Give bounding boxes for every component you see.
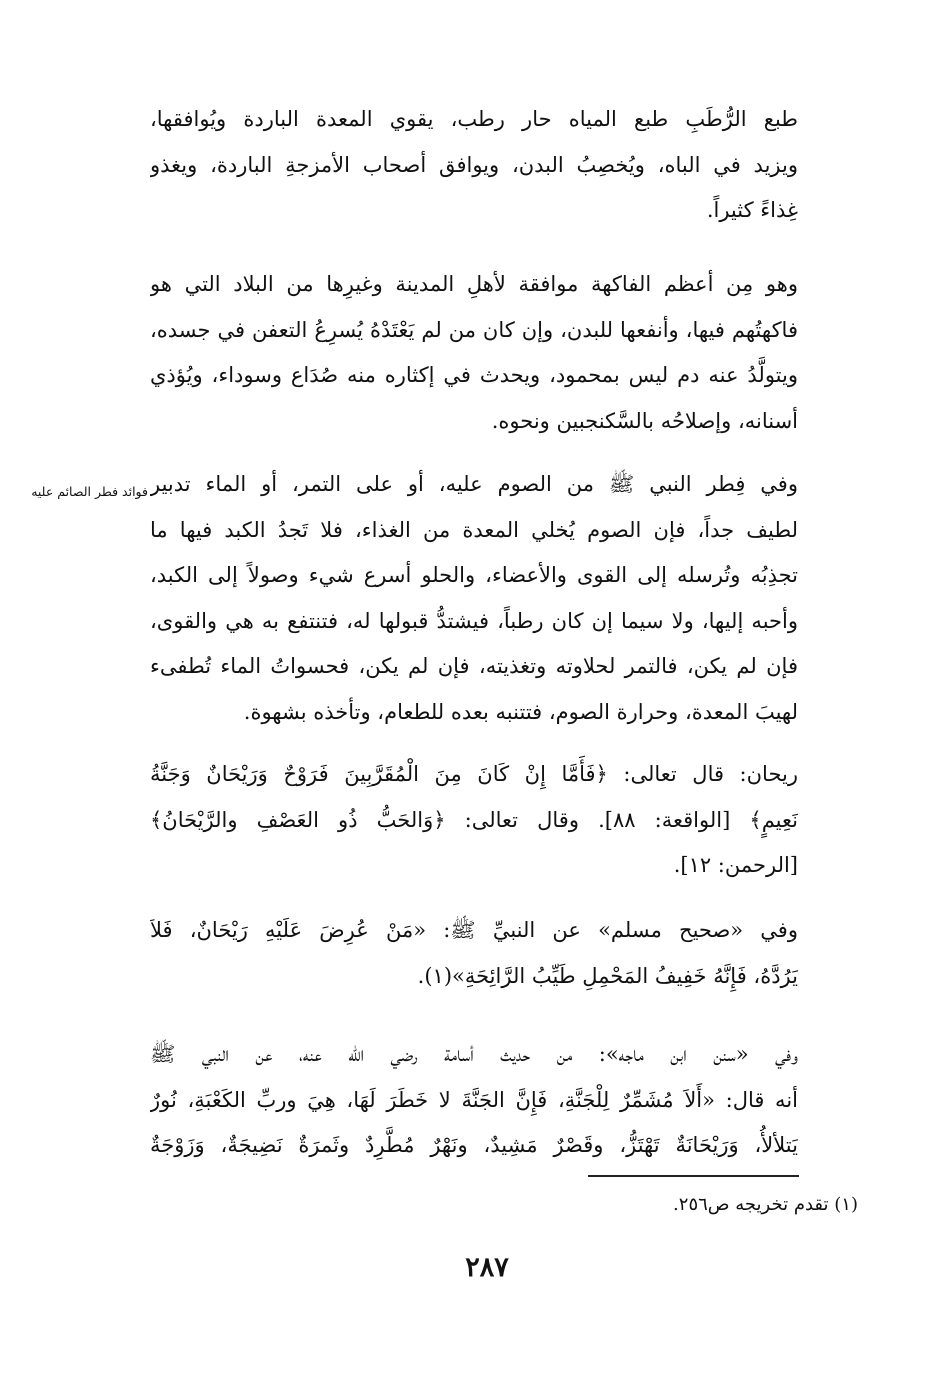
text-line: ويزيد في الباه، ويُخصِبُ البدن، ويوافق أصحاب الأمزجةِ الباردة، ويغذو <box>150 152 798 177</box>
footnote-divider <box>588 1175 799 1177</box>
text-line: فاكهتُهم فيها، وأنفعها للبدن، وإن كان من لم يَعْتَدْهُ يُسرِعُ التعفن في جسده، <box>150 317 798 342</box>
paragraph-sahih-muslim <box>150 908 798 999</box>
paragraph-rutab-nature <box>150 97 798 234</box>
text-line: وأحبه إليها، ولا سيما إن كان رطباً، فيشتدُّ قبولها له، فتنتفع به هي والقوى، <box>150 608 798 633</box>
text-line: وفي «صحيح مسلم» عن النبيِّ ﷺ: «مَنْ عُرِضَ عَلَيْهِ رَيْحَانٌ، فَلاَ <box>150 918 798 942</box>
page-number: ٢٨٧ <box>465 1252 509 1283</box>
margin-note: فوائد فطر الصائم عليه <box>31 484 148 499</box>
text-line: يَتلألأُ، وَرَيْحَانَةٌ تَهْتَزُّ، وقَصْرٌ مَشِيدٌ، ونَهْرٌ مُطَّرِدٌ وثَمرَةٌ نَضِيجَةٌ، وَزَوْجَةٌ <box>150 1133 798 1157</box>
footnote: (١) تقدم تخريجه ص٢٥٦. <box>673 1194 858 1215</box>
text-line: لهيبَ المعدة، وحرارة الصوم، فتتنبه بعده للطعام، وتأخذه بشهوة. <box>243 699 798 724</box>
text-line: وفي «سنن ابن ماجه»: من حديث أسامة رضي الله عنه، عن النبي ﷺ <box>150 1042 798 1066</box>
paragraph-ibn-majah <box>150 1032 798 1169</box>
text-line: لطيف جداً، فإن الصوم يُخلي المعدة من الغذاء، فلا تَجدُ الكبد فيها ما <box>150 517 798 542</box>
text-line: ويتولَّدُ عنه دم ليس بمحمود، ويحدث في إكثاره منه صُدَاع وسوداء، ويُؤذي <box>150 363 798 387</box>
text-line: طبع الرُّطَبِ طبع المياه حار رطب، يقوي المعدة الباردة ويُوافقها، <box>150 107 798 131</box>
text-line: غِذاءً كثيراً. <box>706 198 798 222</box>
text-line: [الرحمن: ١٢]. <box>673 853 798 877</box>
text-line: فإن لم يكن، فالتمر لحلاوته وتغذيته، فإن لم يكن، فحسواتُ الماء تُطفىء <box>150 654 798 678</box>
paragraph-rayhan-quran <box>150 752 798 889</box>
text-line: يَرُدَّهُ، فَإِنَّهُ خَفِيفُ المَحْمِلِ طَيِّبُ الرَّائِحَةِ»(١). <box>417 963 798 988</box>
paragraph-rutab-benefits <box>150 262 798 444</box>
text-line: أسنانه، وإصلاحُه بالسَّكنجبين ونحوه. <box>491 408 798 433</box>
text-line: وهو مِن أعظم الفاكهة موافقة لأهلِ المدينة وغيرِها من البلاد التي هو <box>150 272 798 296</box>
text-line: أنه قال: «أَلاَ مُشَمِّرٌ لِلْجَنَّةِ، فَإِنَّ الجَنَّةَ لا خَطَرَ لَهَا، هِيَ وربِّ الكَعْبَةِ، نُورٌ <box>150 1087 798 1112</box>
text-line: ريحان: قال تعالى: ﴿فَأَمَّا إِنْ كَانَ مِنَ الْمُقَرَّبِينَ فَرَوْحٌ وَرَيْحَانٌ وَجَنَّةُ <box>150 762 798 786</box>
text-line: نَعِيمٍ﴾ [الواقعة: ٨٨]. وقال تعالى: ﴿وَالحَبُّ ذُو العَصْفِ والرَّيْحَانُ﴾ <box>150 807 798 832</box>
text-line: تجذِبُه وتُرسله إلى القوى والأعضاء، والحلو أسرع شيء وصولاً إلى الكبد، <box>150 563 798 587</box>
text-line: وفي فِطر النبي ﷺ من الصوم عليه، أو على التمر، أو الماء تدبير <box>150 472 798 496</box>
paragraph-fasting-break <box>150 462 798 735</box>
